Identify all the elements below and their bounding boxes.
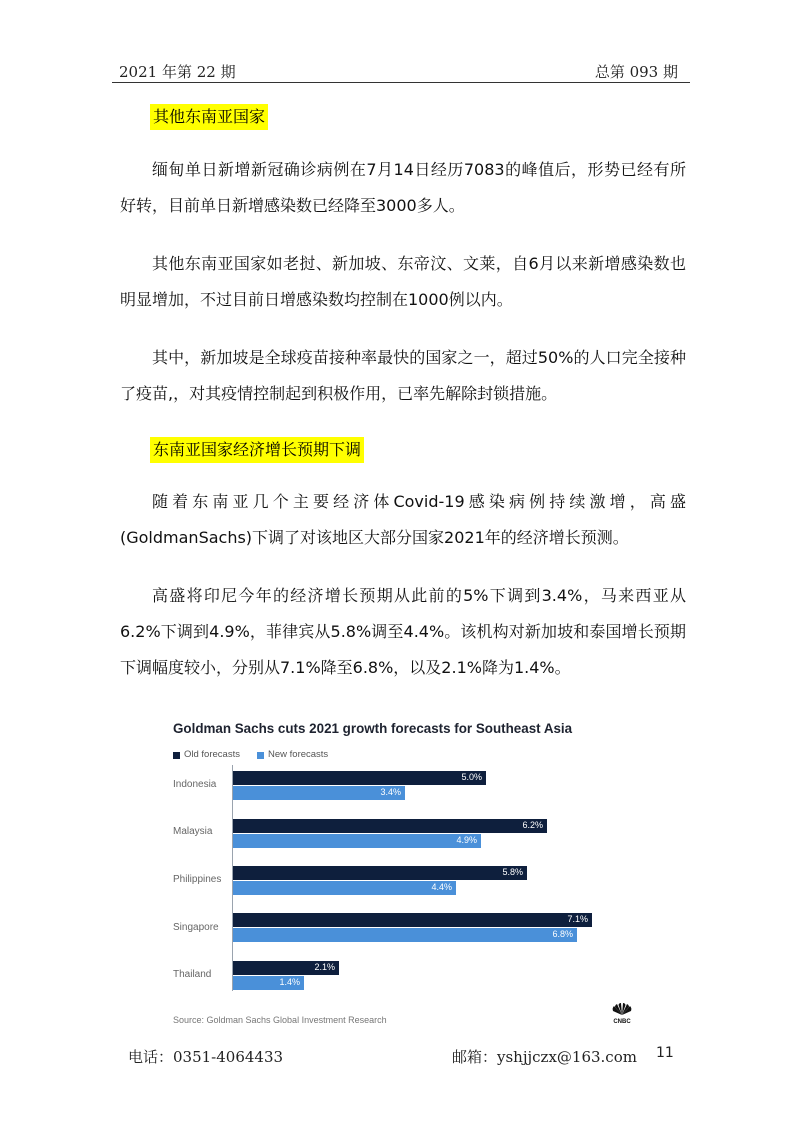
chart-source: Source: Goldman Sachs Global Investment Research (173, 1015, 387, 1025)
bar-old-philippines (233, 866, 527, 880)
bar-label: 6.8% (552, 929, 573, 939)
logo-text: CNBC (613, 1019, 631, 1024)
cnbc-peacock-logo-icon (609, 1002, 635, 1024)
footer-email[interactable]: 邮箱：yshjjczx@163.com (452, 1048, 637, 1066)
bar-label: 4.9% (456, 835, 477, 845)
paragraph: 高盛将印尼今年的经济增长预期从此前的5%下调到3.4%，马来西亚从6.2%下调到4.9%，菲律宾从5.8%调至4.4%。该机构对新加坡和泰国增长预期下调幅度较小，分别从7.1%降至6.8%，以及2.1%降为1.4%。 (120, 586, 686, 677)
legend-label-old: Old forecasts (184, 749, 240, 760)
category-label: Singapore (173, 922, 219, 933)
total-issue-number: 总第 093 期 (594, 63, 678, 81)
paragraph: 随着东南亚几个主要经济体Covid-19感染病例持续激增，高盛(GoldmanSachs)下调了对该地区大部分国家2021年的经济增长预测。 (120, 492, 686, 547)
footer-phone: 电话：0351-4064433 (128, 1048, 284, 1066)
bar-label: 3.4% (380, 787, 401, 797)
bar-label: 1.4% (279, 977, 300, 987)
bar-old-thailand (233, 961, 339, 975)
bar-old-indonesia (233, 771, 486, 785)
bar-old-singapore (233, 913, 592, 927)
paragraph: 其中，新加坡是全球疫苗接种率最快的国家之一，超过50%的人口完全接种了疫苗,，对其疫情控制起到积极作用，已率先解除封锁措施。 (120, 348, 686, 403)
section-heading-growth-forecast: 东南亚国家经济增长预期下调 (150, 437, 364, 463)
bar-new-indonesia (233, 786, 405, 800)
category-label: Malaysia (173, 826, 213, 837)
bar-label: 4.4% (431, 882, 452, 892)
page-number: 11 (656, 1045, 674, 1061)
legend-old (173, 749, 240, 760)
issue-number: 2021 年第 22 期 (119, 63, 236, 81)
legend-swatch-new (257, 752, 264, 759)
section-heading-other-sea: 其他东南亚国家 (150, 104, 268, 130)
bar-label: 5.0% (461, 772, 482, 782)
category-label: Indonesia (173, 779, 217, 790)
paragraph: 缅甸单日新增新冠确诊病例在7月14日经历7083的峰值后，形势已经有所好转，目前单日新增感染数已经降至3000多人。 (120, 160, 686, 215)
legend-label-new: New forecasts (268, 749, 329, 760)
legend-swatch-old (173, 752, 180, 759)
bar-label: 2.1% (314, 962, 335, 972)
bar-new-thailand (233, 976, 304, 990)
legend-new (257, 749, 328, 760)
bar-label: 5.8% (502, 867, 523, 877)
category-label: Philippines (173, 874, 222, 885)
bar-label: 6.2% (522, 820, 543, 830)
paragraph: 其他东南亚国家如老挝、新加坡、东帝汶、文莱，自6月以来新增感染数也明显增加，不过目前日增感染数均控制在1000例以内。 (120, 254, 686, 309)
chart-title: Goldman Sachs cuts 2021 growth forecasts for Southeast Asia (173, 721, 573, 736)
bar-new-malaysia (233, 834, 481, 848)
bar-new-singapore (233, 928, 577, 942)
bar-label: 7.1% (567, 914, 588, 924)
header-divider (112, 82, 690, 83)
bar-old-malaysia (233, 819, 547, 833)
bar-new-philippines (233, 881, 456, 895)
category-label: Thailand (173, 969, 212, 980)
